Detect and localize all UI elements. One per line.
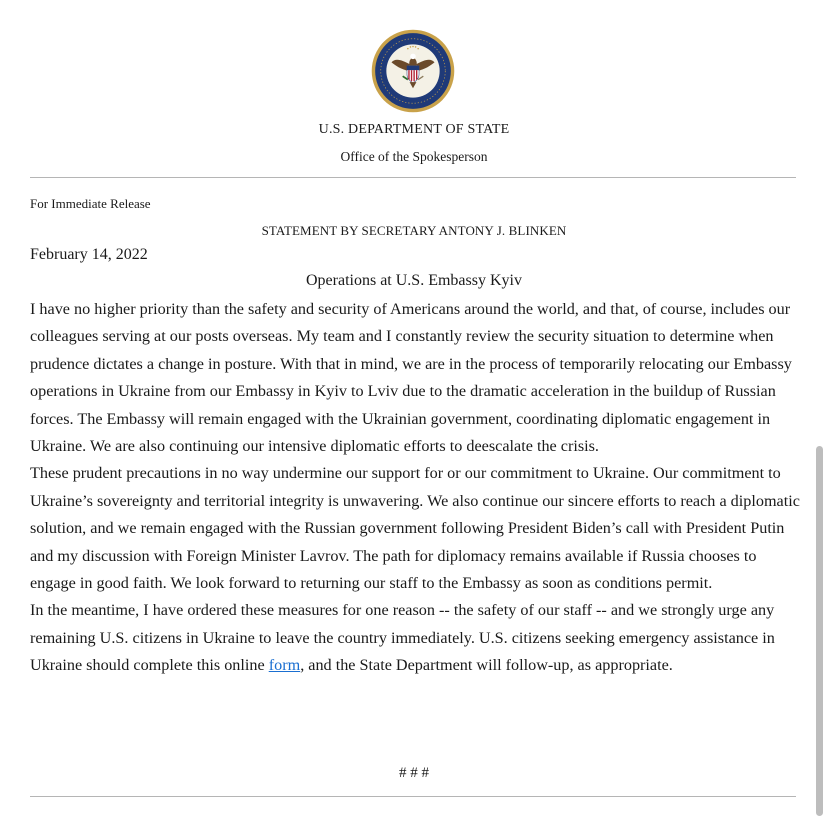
paragraph-1: I have no higher priority than the safety and security of Americans around the world, and that, of course, includes our colleagues serving at our posts overseas. My team and I constantly review the security situation to determine when prudence dictates a change in posture. With that in mind, we are in the process of temporarily relocating our Embassy operations in Ukraine from our Embassy in Kyiv to Lviv due to the dramatic acceleration in the buildup of Russian forces. The Embassy will remain engaged with the Ukrainian government, coordinating diplomatic engagement in Ukraine. We are also continuing our intensive diplomatic efforts to deescalate the crisis. [30, 300, 792, 456]
paragraph-3-text-before: In the meantime, I have ordered these measures for one reason -- the safety of our staff -- and we strongly urge any remaining U.S. citizens in Ukraine to leave the country immediately. U.S. citizens seeking emergency assistance in Ukraine should complete this online [30, 601, 775, 675]
release-date: February 14, 2022 [30, 246, 148, 263]
online-form-link[interactable]: form [268, 656, 301, 675]
statement-body [30, 296, 802, 680]
department-name: U.S. DEPARTMENT OF STATE [318, 122, 510, 137]
department-of-state-seal-icon [370, 28, 456, 114]
office-name: Office of the Spokesperson [340, 149, 488, 164]
paragraph-3-text-after: , and the State Department will follow-up, as appropriate. [300, 656, 673, 675]
top-divider [30, 177, 796, 178]
release-label: For Immediate Release [30, 196, 151, 211]
end-mark: # # # [399, 765, 429, 781]
paragraph-3 [30, 597, 802, 679]
paragraph-2: These prudent precautions in no way undermine our support for or our commitment to Ukraine. Our commitment to Ukraine’s sovereignty and territorial integrity is unwavering. We also continue our sincere efforts to reach a diplomatic solution, and we remain engaged with the Russian government following President Biden’s call with President Putin and my discussion with Foreign Minister Lavrov. The path for diplomacy remains available if Russia chooses to engage in good faith. We look forward to returning our staff to the Embassy as soon as conditions permit. [30, 464, 800, 593]
statement-heading: STATEMENT BY SECRETARY ANTONY J. BLINKEN [261, 223, 567, 238]
release-title: Operations at U.S. Embassy Kyiv [306, 272, 522, 289]
scrollbar-thumb[interactable] [816, 446, 823, 816]
bottom-divider [30, 796, 796, 797]
